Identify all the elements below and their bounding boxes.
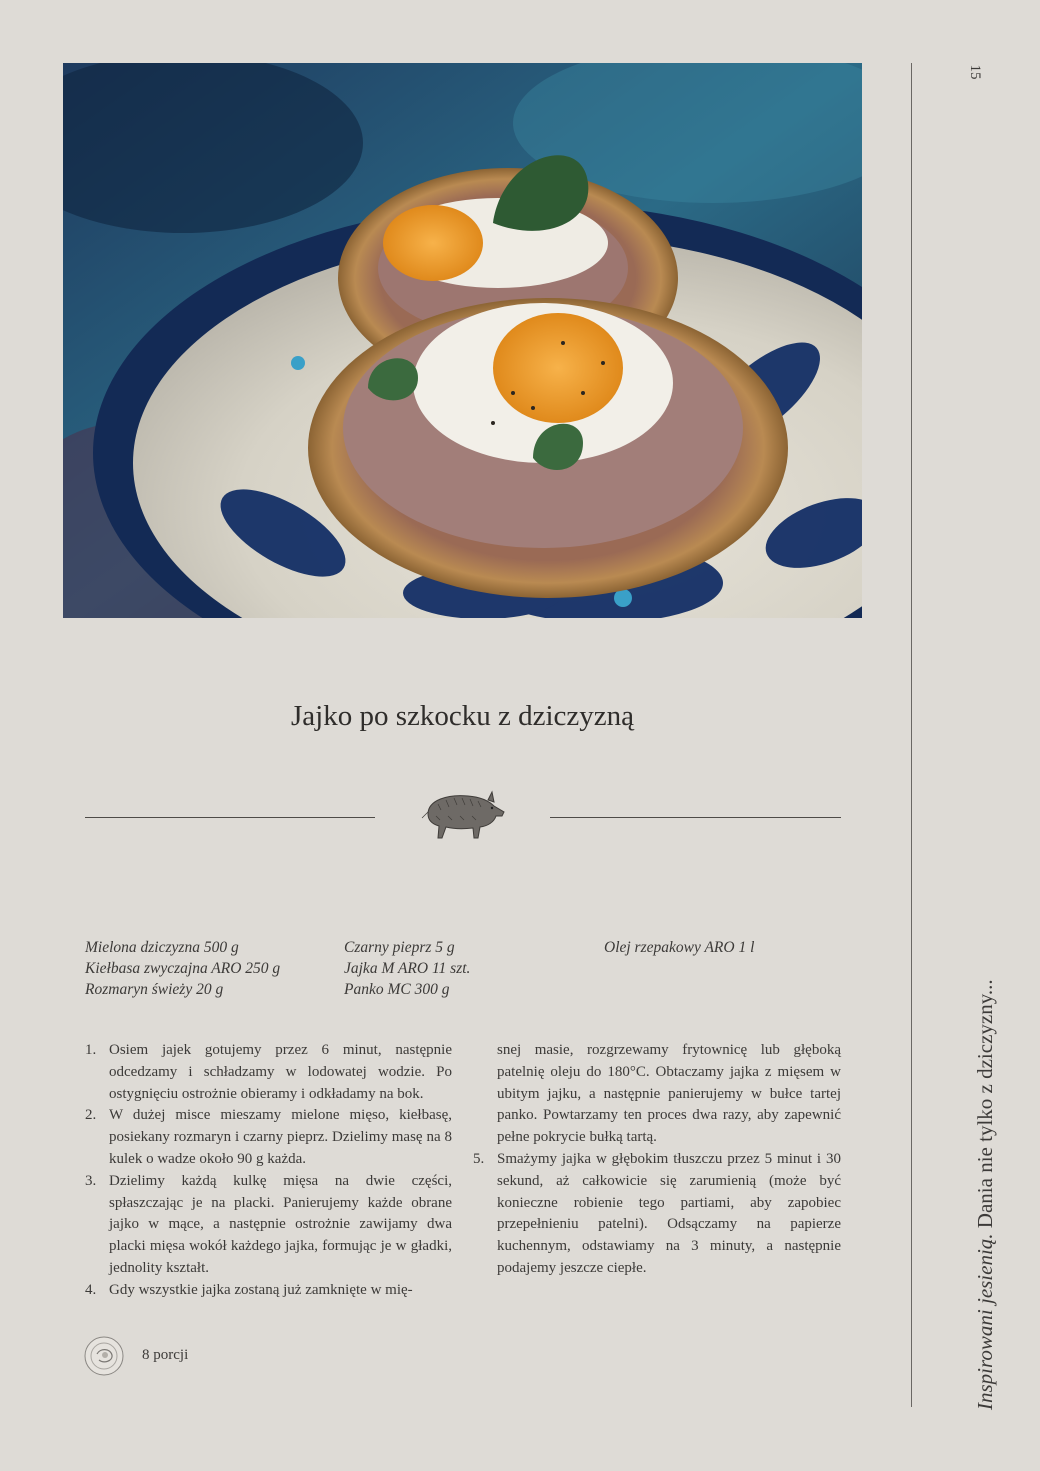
side-title-italic: Inspirowani jesienią. xyxy=(973,1233,997,1410)
steps-column-1 xyxy=(85,1040,452,1302)
steps-column-2 xyxy=(473,1040,841,1280)
divider-right xyxy=(550,817,841,818)
step-4-continued xyxy=(473,1040,841,1149)
step-2 xyxy=(85,1105,452,1170)
side-title-regular: Dania nie tylko z dziczyzny... xyxy=(973,979,997,1234)
step-number: 1. xyxy=(85,1042,97,1058)
ingredients-column-1 xyxy=(85,937,280,1000)
step-1 xyxy=(85,1040,452,1105)
ingredients-column-2 xyxy=(344,937,470,1000)
step-text: Gdy wszystkie jajka zostaną już zamknięte w mię- xyxy=(109,1281,413,1298)
step-number: 2. xyxy=(85,1107,97,1124)
recipe-title: Jajko po szkocku z dziczyzną xyxy=(290,700,635,732)
ingredient: Panko MC 300 g xyxy=(344,981,450,998)
step-text: W dużej misce mieszamy mielone mięso, kiełbasę, posiekany rozmaryn i czarny pieprz. Dzielimy masę na 8 kulek o wadze około 90 g każda. xyxy=(109,1107,452,1167)
servings-label: 8 porcji xyxy=(142,1347,189,1363)
step-text: Smażymy jajka w głębokim tłuszczu przez 5 minut i 30 sekund, aż całkowicie się zarumienią (może być konieczne robienie tego partiami, aby zapobiec przepełnieniu patelni). Odsączamy na papierze kuchennym, odstawiamy na 3 minuty, a następnie podajemy jeszcze ciepłe. xyxy=(497,1150,841,1276)
step-text: Osiem jajek gotujemy przez 6 minut, następnie odcedzamy i schładzamy w lodowatej wodzie. Po ostygnięciu ostrożnie obieramy i odkładamy na bok. xyxy=(109,1042,452,1102)
step-number: 5. xyxy=(473,1150,485,1167)
ingredient: Kiełbasa zwyczajna ARO 250 g xyxy=(85,960,281,977)
ingredient: Olej rzepakowy ARO 1 l xyxy=(604,939,755,956)
ingredient: Rozmaryn świeży 20 g xyxy=(85,981,224,998)
step-4 xyxy=(85,1280,452,1302)
side-title xyxy=(973,979,998,1410)
page-number: 15 xyxy=(967,64,983,80)
vertical-divider xyxy=(911,63,912,1407)
step-3 xyxy=(85,1171,452,1280)
ingredient: Czarny pieprz 5 g xyxy=(344,939,455,956)
step-5 xyxy=(473,1149,841,1280)
boar-icon xyxy=(418,786,508,846)
step-text: snej masie, rozgrzewamy frytownicę lub głęboką patelnię oleju do 180°C. Obtaczamy jajka z mięsem w ubitym jajku, a następnie panierujemy w bułce tartej panko. Powtarzamy ten proces dwa razy, aby zapewnić pełne pokrycie bułką tartą. xyxy=(497,1042,841,1146)
recipe-photo xyxy=(63,63,862,618)
plate-icon xyxy=(84,1336,124,1376)
step-number: 4. xyxy=(85,1281,97,1298)
step-number: 3. xyxy=(85,1172,97,1189)
ingredients-column-3 xyxy=(604,937,754,958)
ingredient: Mielona dziczyzna 500 g xyxy=(85,939,239,956)
scotch-egg-photo xyxy=(63,63,862,618)
step-text: Dzielimy każdą kulkę mięsa na dwie części, spłaszczając je na placki. Panierujemy każde obrane jajko w mące, a następnie ostrożnie zawijamy dwa placki mięsa wokół każdego jajka, formując je w gładki, jednolity kształt. xyxy=(109,1172,452,1276)
divider-left xyxy=(85,817,375,818)
ingredient: Jajka M ARO 11 szt. xyxy=(344,960,471,977)
